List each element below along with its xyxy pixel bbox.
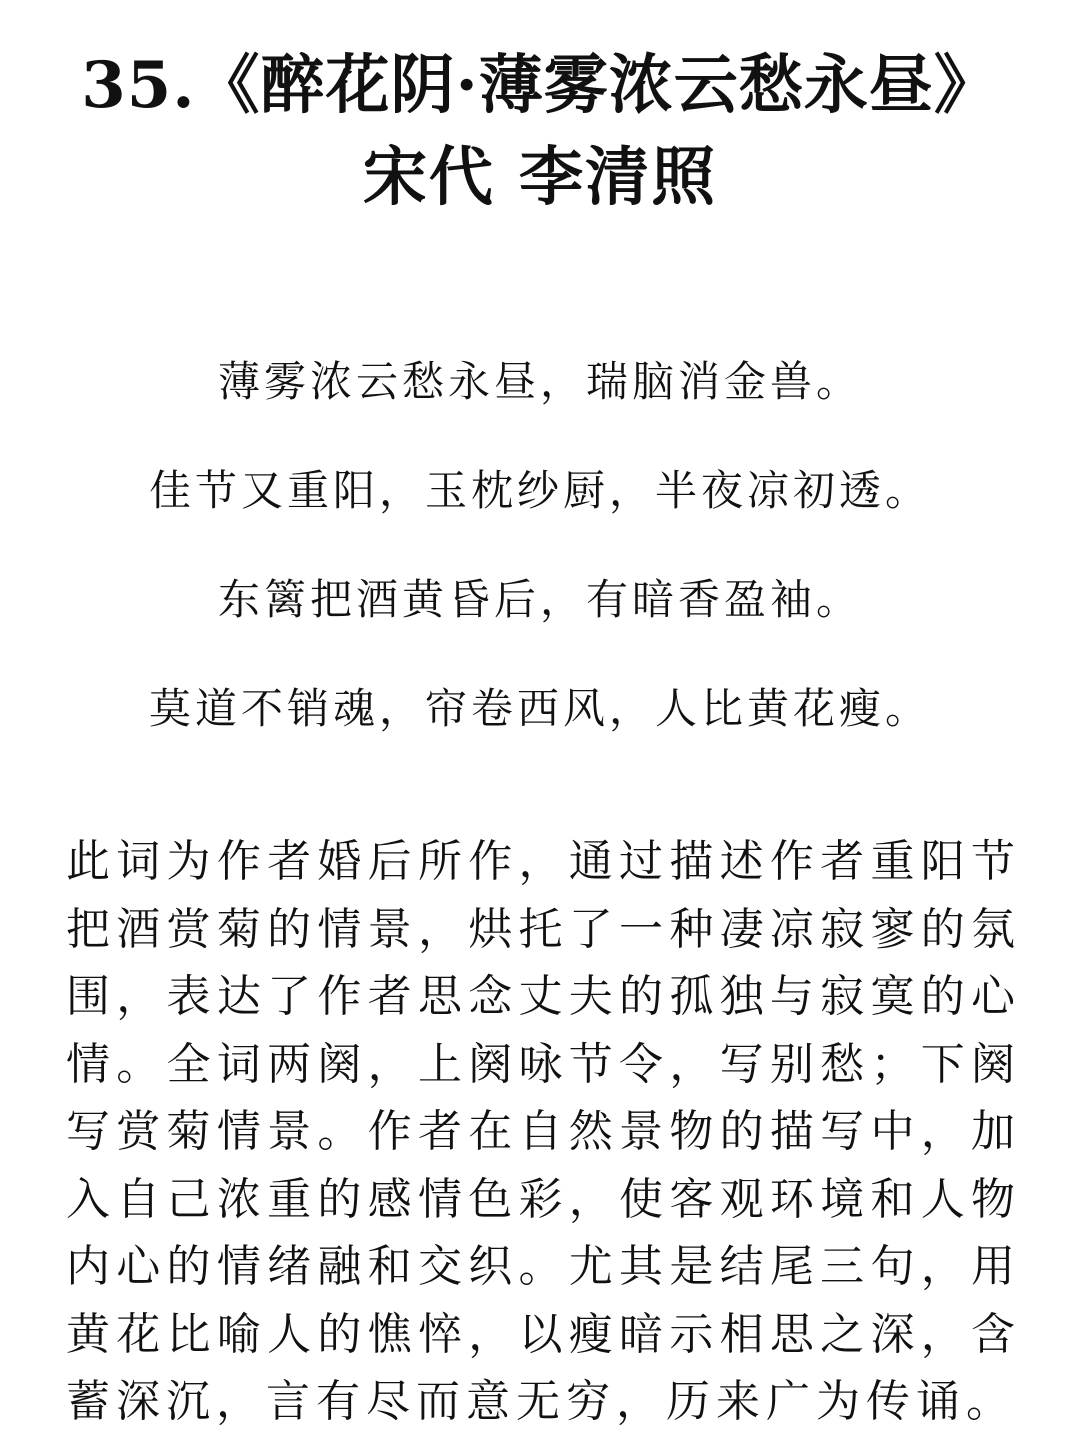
commentary-paragraph: 此词为作者婚后所作，通过描述作者重阳节把酒赏菊的情景，烘托了一种凄凉寂寥的氛围，表达了作者思念丈夫的孤独与寂寞的心情。全词两阕，上阕咏节令，写别愁；下阕写赏菊情景。作者在自然景物的描写中，加入自己浓重的感情色彩，使客观环境和人物内心的情绪融和交织。尤其是结尾三句，用黄花比喻人的憔悴，以瘦暗示相思之深，含蓄深沉，言有尽而意无穷，历来广为传诵。: [66, 836, 1021, 1427]
poem-line-2: 佳节又重阳，玉枕纱厨，半夜凉初透。: [148, 466, 931, 515]
poem-author: 宋代 李清照: [362, 140, 718, 215]
poem-line-4: 莫道不销魂，帘卷西风，人比黄花瘦。: [148, 684, 931, 733]
poem-body: [0, 352, 1080, 788]
poem-line-1: 薄雾浓云愁永昼，瑞脑消金兽。: [217, 357, 862, 406]
title-block: [0, 40, 1080, 224]
poem-title: 35.《醉花阴·薄雾浓云愁永昼》: [81, 48, 999, 123]
poem-line-3: 东篱把酒黄昏后，有暗香盈袖。: [217, 575, 862, 624]
